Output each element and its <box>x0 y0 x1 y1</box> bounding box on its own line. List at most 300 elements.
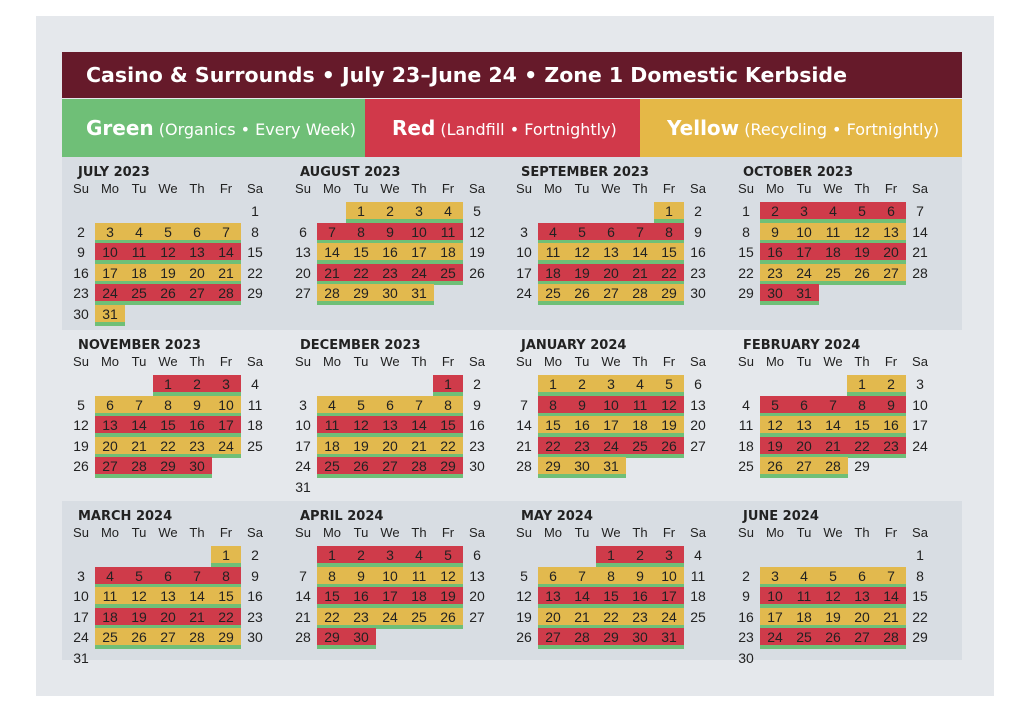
calendar-day: 7 <box>876 567 906 588</box>
calendar-day: 27 <box>690 437 706 454</box>
calendar-day: 17 <box>912 417 928 433</box>
calendar-day: 20 <box>690 417 706 433</box>
calendar-day: 24 <box>654 608 684 629</box>
weekday-label: Sa <box>690 181 706 196</box>
calendar-day: 25 <box>433 264 463 285</box>
calendar-day: 24 <box>596 437 626 458</box>
calendar-day: 6 <box>182 223 212 244</box>
calendar-day: 6 <box>473 547 481 563</box>
calendar-day: 18 <box>404 587 434 608</box>
calendar-day: 15 <box>346 243 376 264</box>
calendar-day: 14 <box>912 223 928 240</box>
calendar-day: 10 <box>95 243 125 264</box>
calendar-day: 6 <box>847 567 877 588</box>
weekday-label: Mo <box>765 525 785 540</box>
calendar-day: 3 <box>95 223 125 244</box>
calendar-day: 24 <box>295 458 311 474</box>
month-calendar <box>284 330 505 500</box>
weekday-label: We <box>601 525 621 540</box>
calendar-day: 19 <box>433 587 463 608</box>
calendar-day: 7 <box>182 567 212 588</box>
calendar-day: 9 <box>625 567 655 588</box>
calendar-day: 2 <box>77 223 85 240</box>
weekday-label: Sa <box>247 525 263 540</box>
calendar-day: 3 <box>760 567 790 588</box>
calendar-day: 23 <box>346 608 376 629</box>
calendar-day: 24 <box>73 629 89 645</box>
weekday-label: Th <box>189 354 205 369</box>
calendar-day: 11 <box>95 587 125 608</box>
weekday-label: Su <box>516 181 532 196</box>
calendar-day: 23 <box>876 437 906 458</box>
weekday-label: Tu <box>131 354 147 369</box>
calendar-day: 30 <box>738 649 754 666</box>
calendar-day: 4 <box>789 567 819 588</box>
calendar-day: 10 <box>404 223 434 244</box>
weekday-label: Th <box>854 181 870 196</box>
calendar-day: 24 <box>912 437 928 454</box>
calendar-day: 12 <box>847 223 877 244</box>
calendar-day: 7 <box>818 396 848 417</box>
weekday-label: Sa <box>690 354 706 369</box>
calendar-day: 3 <box>654 546 684 567</box>
calendar-day: 7 <box>404 396 434 417</box>
weekday-label: Th <box>854 525 870 540</box>
calendar-day: 28 <box>404 457 434 478</box>
calendar-day: 8 <box>742 223 750 240</box>
calendar-day: 19 <box>654 416 684 437</box>
calendar-day: 3 <box>211 375 241 396</box>
calendar-day: 9 <box>694 223 702 240</box>
calendar-day: 4 <box>124 223 154 244</box>
calendar-day: 25 <box>404 608 434 629</box>
calendar-day: 1 <box>654 202 684 223</box>
title-text: Casino & Surrounds • July 23–June 24 • Zone 1 Domestic Kerbside <box>86 63 848 87</box>
calendar-day: 27 <box>182 284 212 305</box>
calendar-day: 6 <box>153 567 183 588</box>
calendar-day: 30 <box>625 628 655 649</box>
calendar-day: 27 <box>847 628 877 649</box>
weekday-label: Th <box>632 354 648 369</box>
calendar-day: 3 <box>916 376 924 392</box>
calendar-day: 2 <box>251 547 259 563</box>
calendar-day: 13 <box>182 243 212 264</box>
calendar-day: 22 <box>317 608 347 629</box>
calendar-day: 15 <box>153 416 183 437</box>
calendar-day: 8 <box>251 223 259 240</box>
calendar-day: 26 <box>433 608 463 629</box>
calendar-day: 18 <box>738 437 754 454</box>
calendar-day: 3 <box>77 567 85 584</box>
calendar-title <box>62 52 962 98</box>
calendar-day: 1 <box>916 547 924 563</box>
calendar-day: 27 <box>153 628 183 649</box>
weekday-label: Fr <box>662 181 676 196</box>
calendar-day: 21 <box>295 608 311 625</box>
calendar-day: 3 <box>520 223 528 240</box>
weekday-label: Mo <box>543 181 563 196</box>
calendar-day: 29 <box>654 284 684 305</box>
calendar-day: 31 <box>95 305 125 326</box>
calendar-day: 7 <box>124 396 154 417</box>
calendar-day: 22 <box>596 608 626 629</box>
weekday-label: Tu <box>353 181 369 196</box>
calendar-day: 17 <box>95 264 125 285</box>
calendar-day: 2 <box>567 375 597 396</box>
weekday-label: Tu <box>574 525 590 540</box>
calendar-day: 28 <box>182 628 212 649</box>
calendar-day: 25 <box>789 628 819 649</box>
calendar-day: 5 <box>346 396 376 417</box>
calendar-day: 24 <box>211 437 241 458</box>
calendar-day: 28 <box>516 458 532 474</box>
calendar-day: 21 <box>567 608 597 629</box>
calendar-day: 5 <box>473 203 481 219</box>
calendar-day: 25 <box>124 284 154 305</box>
calendar-day: 29 <box>247 285 263 301</box>
calendar-day: 22 <box>847 437 877 458</box>
calendar-day: 28 <box>295 629 311 645</box>
month-calendar <box>505 501 726 671</box>
weekday-label: Mo <box>322 525 342 540</box>
calendar-day: 1 <box>211 546 241 567</box>
calendar-day: 16 <box>690 244 706 260</box>
calendar-day: 25 <box>95 628 125 649</box>
month-title: MAY 2024 <box>521 509 593 524</box>
calendar-day: 19 <box>469 244 485 260</box>
calendar-day: 8 <box>346 223 376 244</box>
calendar-day: 12 <box>124 587 154 608</box>
calendar-day: 22 <box>346 264 376 285</box>
calendar-day: 20 <box>95 437 125 458</box>
calendar-day: 11 <box>789 587 819 608</box>
calendar-day: 14 <box>876 587 906 608</box>
calendar-day: 8 <box>847 396 877 417</box>
calendar-day: 1 <box>847 375 877 396</box>
weekday-label: Th <box>632 525 648 540</box>
calendar-day: 6 <box>375 396 405 417</box>
calendar-day: 26 <box>567 284 597 305</box>
legend-green-desc: (Organics • Every Week) <box>158 120 356 139</box>
calendar-day: 1 <box>251 203 259 219</box>
calendar-day: 8 <box>433 396 463 417</box>
calendar-day: 14 <box>567 587 597 608</box>
calendar-day: 2 <box>760 202 790 223</box>
weekday-label: Tu <box>574 354 590 369</box>
calendar-day: 4 <box>404 546 434 567</box>
calendar-day: 18 <box>317 437 347 458</box>
weekday-label: Mo <box>100 525 120 540</box>
calendar-day: 26 <box>124 628 154 649</box>
calendar-day: 29 <box>346 284 376 305</box>
weekday-label: Sa <box>247 181 263 196</box>
calendar-day: 22 <box>247 264 263 281</box>
calendar-day: 30 <box>247 629 263 645</box>
weekday-label: Fr <box>219 181 233 196</box>
calendar-day: 12 <box>760 416 790 437</box>
weekday-label: Su <box>73 181 89 196</box>
calendar-day: 15 <box>912 588 928 604</box>
calendar-day: 30 <box>182 457 212 478</box>
calendar-day: 15 <box>847 416 877 437</box>
weekday-label: Th <box>411 525 427 540</box>
weekday-label: We <box>158 181 178 196</box>
calendar-day: 3 <box>596 375 626 396</box>
month-title: OCTOBER 2023 <box>743 165 854 180</box>
calendar-day: 16 <box>625 587 655 608</box>
calendar-day: 9 <box>473 396 481 413</box>
calendar-day: 10 <box>295 417 311 433</box>
calendar-day: 29 <box>433 457 463 478</box>
calendar-day: 23 <box>567 437 597 458</box>
calendar-day: 14 <box>625 243 655 264</box>
weekday-label: Tu <box>796 181 812 196</box>
calendar-day: 13 <box>375 416 405 437</box>
calendar-day: 30 <box>760 284 790 305</box>
weekday-label: Mo <box>322 181 342 196</box>
month-calendar <box>505 330 726 500</box>
calendar-day: 13 <box>690 396 706 413</box>
weekday-label: Fr <box>219 354 233 369</box>
calendar-day: 22 <box>433 437 463 458</box>
calendar-day: 7 <box>520 396 528 413</box>
weekday-label: Fr <box>662 354 676 369</box>
calendar-day: 3 <box>789 202 819 223</box>
legend-yellow-name: Yellow <box>667 116 740 140</box>
calendar-day: 1 <box>742 203 750 219</box>
weekday-label: We <box>380 525 400 540</box>
weekday-label: Tu <box>796 354 812 369</box>
calendar-day: 5 <box>124 567 154 588</box>
weekday-label: Tu <box>353 354 369 369</box>
calendar-day: 25 <box>690 608 706 625</box>
month-calendar <box>284 501 505 671</box>
calendar-day: 19 <box>73 437 89 454</box>
calendar-day: 12 <box>818 587 848 608</box>
calendar-day: 27 <box>469 608 485 625</box>
calendar-day: 15 <box>247 244 263 260</box>
calendar-day: 4 <box>433 202 463 223</box>
calendar-day: 29 <box>912 629 928 645</box>
calendar-day: 26 <box>818 628 848 649</box>
month-title: DECEMBER 2023 <box>300 338 421 353</box>
calendar-day: 28 <box>567 628 597 649</box>
calendar-day: 15 <box>317 587 347 608</box>
calendar-day: 10 <box>760 587 790 608</box>
weekday-label: Th <box>632 181 648 196</box>
calendar-day: 17 <box>295 437 311 454</box>
weekday-label: Fr <box>219 525 233 540</box>
weekday-label: Th <box>411 181 427 196</box>
weekday-label: We <box>601 354 621 369</box>
calendar-day: 11 <box>690 567 706 584</box>
calendar-day: 17 <box>516 264 532 281</box>
calendar-day: 31 <box>654 628 684 649</box>
weekday-label: Tu <box>796 525 812 540</box>
calendar-day: 7 <box>916 203 924 219</box>
calendar-day: 5 <box>520 567 528 584</box>
calendar-day: 29 <box>738 285 754 301</box>
calendar-day: 29 <box>854 458 870 474</box>
calendar-day: 17 <box>375 587 405 608</box>
calendar-day: 20 <box>153 608 183 629</box>
calendar-day: 29 <box>211 628 241 649</box>
calendar-day: 19 <box>818 608 848 629</box>
weekday-label: Fr <box>441 181 455 196</box>
calendar-day: 26 <box>516 629 532 645</box>
calendar-day: 28 <box>124 457 154 478</box>
calendar-day: 25 <box>818 264 848 285</box>
calendar-day: 19 <box>516 608 532 625</box>
calendar-day: 11 <box>404 567 434 588</box>
calendar-day: 11 <box>738 417 754 433</box>
calendar-day: 9 <box>251 567 259 584</box>
calendar-day: 1 <box>538 375 568 396</box>
weekday-label: We <box>380 181 400 196</box>
calendar-day: 26 <box>654 437 684 458</box>
calendar-day: 16 <box>375 243 405 264</box>
calendar-day: 30 <box>567 457 597 478</box>
calendar-day: 16 <box>346 587 376 608</box>
calendar-day: 13 <box>789 416 819 437</box>
calendar-day: 31 <box>789 284 819 305</box>
calendar-day: 21 <box>124 437 154 458</box>
calendar-day: 23 <box>375 264 405 285</box>
weekday-label: We <box>823 181 843 196</box>
calendar-day: 10 <box>596 396 626 417</box>
calendar-day: 19 <box>847 243 877 264</box>
weekday-label: Sa <box>912 181 928 196</box>
month-title: JULY 2023 <box>78 165 150 180</box>
calendar-day: 9 <box>77 244 85 260</box>
weekday-label: Th <box>189 525 205 540</box>
calendar-day: 19 <box>153 264 183 285</box>
calendar-day: 6 <box>596 223 626 244</box>
calendar-day: 21 <box>182 608 212 629</box>
calendar-day: 23 <box>738 629 754 645</box>
calendar-day: 7 <box>299 567 307 584</box>
calendar-day: 2 <box>876 375 906 396</box>
calendar-day: 27 <box>876 264 906 285</box>
calendar-day: 2 <box>346 546 376 567</box>
weekday-label: Tu <box>131 525 147 540</box>
weekday-label: Mo <box>100 354 120 369</box>
calendar-day: 13 <box>95 416 125 437</box>
calendar-day: 17 <box>654 587 684 608</box>
month-calendar <box>62 157 283 327</box>
calendar-day: 12 <box>654 396 684 417</box>
calendar-day: 19 <box>124 608 154 629</box>
calendar-day: 4 <box>538 223 568 244</box>
calendar-day: 26 <box>73 458 89 474</box>
calendar-day: 4 <box>317 396 347 417</box>
calendar-day: 21 <box>818 437 848 458</box>
legend-red-name: Red <box>392 116 436 140</box>
calendar-day: 11 <box>538 243 568 264</box>
weekday-label: Th <box>411 354 427 369</box>
calendar-day: 26 <box>346 457 376 478</box>
calendar-day: 18 <box>247 417 263 433</box>
weekday-label: Fr <box>662 525 676 540</box>
calendar-day: 13 <box>847 587 877 608</box>
calendar-day: 15 <box>211 587 241 608</box>
weekday-label: We <box>601 181 621 196</box>
calendar-day: 18 <box>433 243 463 264</box>
calendar-day: 9 <box>760 223 790 244</box>
calendar-day: 20 <box>469 588 485 604</box>
calendar-day: 9 <box>375 223 405 244</box>
calendar-day: 29 <box>596 628 626 649</box>
calendar-day: 7 <box>567 567 597 588</box>
calendar-day: 14 <box>124 416 154 437</box>
weekday-label: We <box>158 525 178 540</box>
calendar-day: 2 <box>742 567 750 584</box>
calendar-day: 28 <box>818 457 848 478</box>
calendar-day: 18 <box>124 264 154 285</box>
weekday-label: Sa <box>469 525 485 540</box>
calendar-day: 27 <box>538 628 568 649</box>
calendar-day: 12 <box>153 243 183 264</box>
weekday-label: Su <box>295 354 311 369</box>
calendar-day: 24 <box>760 628 790 649</box>
calendar-day: 4 <box>742 396 750 413</box>
calendar-day: 8 <box>596 567 626 588</box>
calendar-day: 26 <box>469 264 485 281</box>
month-title: JANUARY 2024 <box>521 338 627 353</box>
calendar-day: 28 <box>211 284 241 305</box>
calendar-day: 15 <box>433 416 463 437</box>
calendar-day: 22 <box>211 608 241 629</box>
calendar-day: 26 <box>153 284 183 305</box>
calendar-day: 17 <box>73 608 89 625</box>
calendar-day: 20 <box>789 437 819 458</box>
calendar-day: 11 <box>625 396 655 417</box>
calendar-day: 14 <box>182 587 212 608</box>
legend-green-name: Green <box>86 116 154 140</box>
weekday-label: Su <box>295 525 311 540</box>
calendar-day: 16 <box>182 416 212 437</box>
calendar-day: 10 <box>375 567 405 588</box>
calendar-day: 1 <box>346 202 376 223</box>
calendar-day: 7 <box>625 223 655 244</box>
calendar-day: 5 <box>77 396 85 413</box>
calendar-day: 10 <box>789 223 819 244</box>
calendar-day: 17 <box>760 608 790 629</box>
calendar-day: 8 <box>538 396 568 417</box>
weekday-label: Mo <box>543 525 563 540</box>
calendar-day: 5 <box>153 223 183 244</box>
weekday-label: Su <box>738 181 754 196</box>
calendar-day: 31 <box>295 478 311 495</box>
calendar-day: 12 <box>469 223 485 240</box>
calendar-day: 10 <box>73 588 89 604</box>
calendar-day: 7 <box>211 223 241 244</box>
calendar-day: 25 <box>625 437 655 458</box>
calendar-day: 28 <box>912 264 928 281</box>
calendar-day: 24 <box>404 264 434 285</box>
month-title: NOVEMBER 2023 <box>78 338 201 353</box>
calendar-day: 17 <box>404 243 434 264</box>
calendar-day: 12 <box>346 416 376 437</box>
calendar-day: 22 <box>153 437 183 458</box>
calendar-day: 5 <box>760 396 790 417</box>
calendar-day: 16 <box>567 416 597 437</box>
calendar-day: 18 <box>818 243 848 264</box>
calendar-day: 24 <box>375 608 405 629</box>
calendar-day: 25 <box>317 457 347 478</box>
weekday-label: Sa <box>247 354 263 369</box>
weekday-label: Sa <box>912 525 928 540</box>
